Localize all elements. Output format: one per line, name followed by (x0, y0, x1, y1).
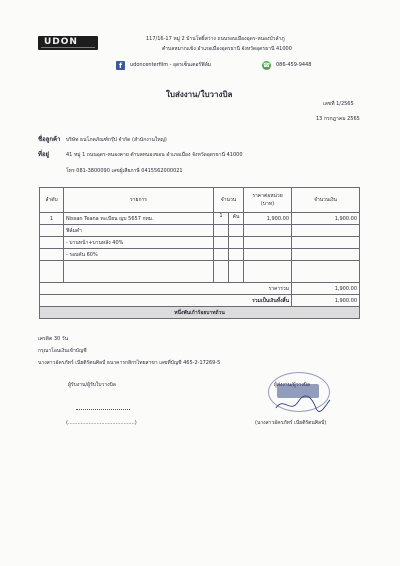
table-row (40, 237, 360, 249)
table-row (40, 225, 360, 237)
company-logo (38, 36, 98, 50)
row-qty-value (214, 225, 229, 236)
company-address-line-2: ตำบลหมากแข้ง อำเภอเมืองอุดรธานี จังหวัดอุดรธานี 41000 (162, 46, 292, 52)
row-number (40, 261, 64, 283)
bank-account: นางสาวอัครภัทร์ เนียติรัตนศิลป์ ธนาคารกสิกรไทยสาขา เลขที่บัญชี 465-2-17269-5 (38, 360, 221, 366)
row-quantity (214, 261, 244, 283)
facebook-page: udoncenterfilm - อุดรเซ็นเตอร์ฟิล์ม (130, 62, 212, 68)
company-address-line-1: 117/16-17 หมู่ 2 บ้านโพธิ์สว่าง ถนนรอบเมืองอุดร-หนองบัวลำภู (146, 36, 285, 42)
logo-text: UDON (44, 37, 78, 47)
row-description: - บานหน้า+บานหลัง 40% (64, 237, 214, 249)
customer-contact: โทร 081-3800090 เลขผู้เสียภาษี 0415562000021 (66, 168, 183, 174)
col-header-description: รายการ (64, 188, 214, 213)
row-number (40, 237, 64, 249)
issuer-signature-label: ผู้ส่งงาน/ผู้วางบิล (274, 382, 310, 388)
row-amount: 1,900.00 (292, 213, 360, 225)
row-unit-price: 1,900.00 (244, 213, 292, 225)
row-qty-value (214, 261, 229, 282)
row-number (40, 225, 64, 237)
customer-name-label: ชื่อลูกค้า (38, 136, 61, 143)
row-quantity (214, 213, 244, 225)
items-table (39, 187, 360, 319)
document-date: 13 กรกฎาคม 2565 (316, 116, 360, 122)
col-header-no: ลำดับ (40, 188, 64, 213)
row-unit (229, 261, 243, 282)
row-amount (292, 261, 360, 283)
row-description: ฟิล์มดำ (64, 225, 214, 237)
row-number (40, 249, 64, 261)
subtotal-row (40, 283, 360, 295)
col-header-qty: จำนวน (214, 188, 244, 213)
row-unit (229, 237, 243, 248)
table-header-row (40, 188, 360, 213)
row-unit (229, 225, 243, 236)
receiver-name: (..........................................) (66, 420, 137, 426)
row-quantity (214, 237, 244, 249)
col-header-unit-price: ราคาต่อหน่วย (บาท) (244, 188, 292, 213)
row-unit-price (244, 261, 292, 283)
company-phone: 086-459-9448 (276, 62, 312, 68)
col-header-amount: จำนวนเงิน (292, 188, 360, 213)
row-qty-value (214, 237, 229, 248)
total-row (40, 295, 360, 307)
row-qty-value: 1 (214, 213, 229, 224)
row-qty-value (214, 249, 229, 260)
customer-address: 41 หมู่ 1 ถนนอุดร-หนองคาย ตำบลหนองขอน อำเภอเมือง จังหวัดอุดรธานี 41000 (66, 152, 243, 158)
table-row (40, 249, 360, 261)
amount-in-words: หนึ่งพันเก้าร้อยบาทถ้วน (40, 307, 360, 319)
subtotal-label: ราคารวม (40, 283, 292, 295)
phone-icon: ☎ (262, 62, 271, 69)
row-unit: คัน (232, 214, 240, 220)
table-row (40, 261, 360, 283)
row-number: 1 (40, 213, 64, 225)
row-unit-price (244, 225, 292, 237)
row-amount (292, 249, 360, 261)
customer-name: บริษัท ธนโภคภัณฑ์กรุ๊ป จำกัด (สำนักงานใหญ่) (66, 137, 167, 143)
row-description: Nissan Teana ทะเบียน ญบ 5657 กทม. (64, 213, 214, 225)
document-number: เลขที่ 1/2565 (323, 101, 354, 107)
amount-in-words-row (40, 307, 360, 319)
total-value: 1,900.00 (292, 295, 360, 307)
row-unit-price (244, 249, 292, 261)
issuer-name: (นางสาวอัครภัทร์ เนียติรัตนศิลป์) (255, 420, 327, 426)
facebook-icon: f (116, 61, 125, 70)
receiver-signature-label: ผู้รับงาน/ผู้รับใบวางบิล (68, 382, 116, 388)
payment-instruction: กรุณาโอนเงินเข้าบัญชี (38, 348, 87, 354)
issuer-signature (272, 392, 332, 416)
credit-terms: เครดิต 30 วัน (38, 336, 68, 342)
row-quantity (214, 225, 244, 237)
row-quantity (214, 249, 244, 261)
row-unit-price (244, 237, 292, 249)
row-amount (292, 237, 360, 249)
customer-address-label: ที่อยู่ (38, 151, 50, 158)
document-title: ใบส่งงาน/ใบวางบิล (166, 90, 233, 99)
row-amount (292, 225, 360, 237)
receiver-signature-line (76, 409, 130, 410)
row-description (64, 261, 214, 283)
total-label: รวมเป็นเงินทั้งสิ้น (40, 295, 292, 307)
subtotal-value: 1,900.00 (292, 283, 360, 295)
row-unit (229, 249, 243, 260)
row-description: - รอบคัน 60% (64, 249, 214, 261)
table-row (40, 213, 360, 225)
